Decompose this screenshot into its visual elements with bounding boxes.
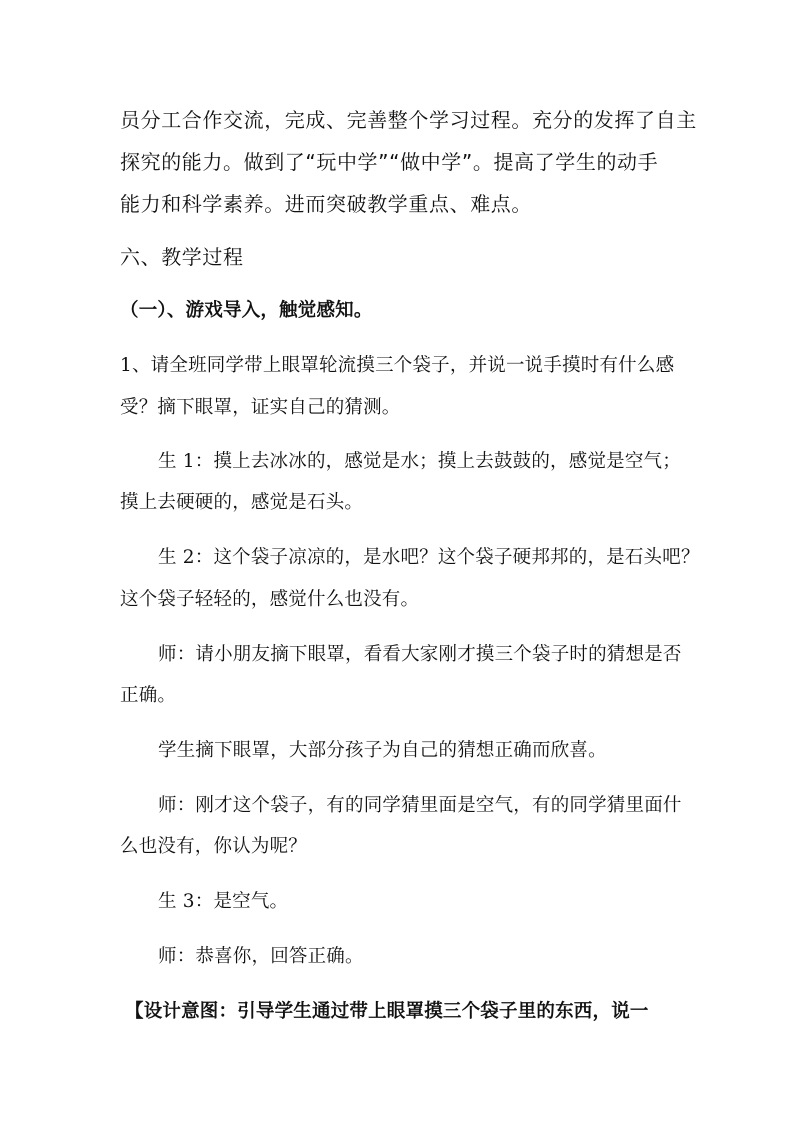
dialogue-line: 生 2：这个袋子凉凉的，是水吧？这个袋子硬邦邦的，是石头吧？ <box>158 547 700 568</box>
dialogue-line: 师：恭喜你，回答正确。 <box>158 946 364 967</box>
subsection-heading: （一）、游戏导入，触觉感知。 <box>120 300 373 321</box>
dialogue-line: 正确。 <box>120 685 177 706</box>
paragraph-line: 员分工合作交流，完成、完善整个学习过程。充分的发挥了自主 <box>120 108 697 132</box>
paragraph-line: 1、请全班同学带上眼罩轮流摸三个袋子，并说一说手摸时有什么感 <box>120 355 675 376</box>
narration-line: 学生摘下眼罩，大部分孩子为自己的猜想正确而欣喜。 <box>158 740 607 761</box>
paragraph-line: 受？摘下眼罩，证实自己的猜测。 <box>120 397 401 418</box>
dialogue-line: 这个袋子轻轻的，感觉什么也没有。 <box>120 589 420 610</box>
dialogue-line: 师：请小朋友摘下眼罩，看看大家刚才摸三个袋子时的猜想是否 <box>158 644 682 665</box>
dialogue-line: 么也没有，你认为呢？ <box>120 836 308 857</box>
paragraph-line: 能力和科学素养。进而突破教学重点、难点。 <box>120 192 532 216</box>
paragraph-line: 探究的能力。做到了“玩中学”“做中学”。提高了学生的动手 <box>120 150 659 174</box>
design-intent-note: 【设计意图：引导学生通过带上眼罩摸三个袋子里的东西，说一 <box>125 1001 649 1022</box>
dialogue-line: 生 1：摸上去冰冰的，感觉是水；摸上去鼓鼓的，感觉是空气； <box>158 451 681 472</box>
section-heading: 六、教学过程 <box>120 245 244 269</box>
dialogue-line: 生 3：是空气。 <box>158 891 289 912</box>
dialogue-line: 师：刚才这个袋子，有的同学猜里面是空气，有的同学猜里面什 <box>158 795 682 816</box>
dialogue-line: 摸上去硬硬的，感觉是石头。 <box>120 492 364 513</box>
